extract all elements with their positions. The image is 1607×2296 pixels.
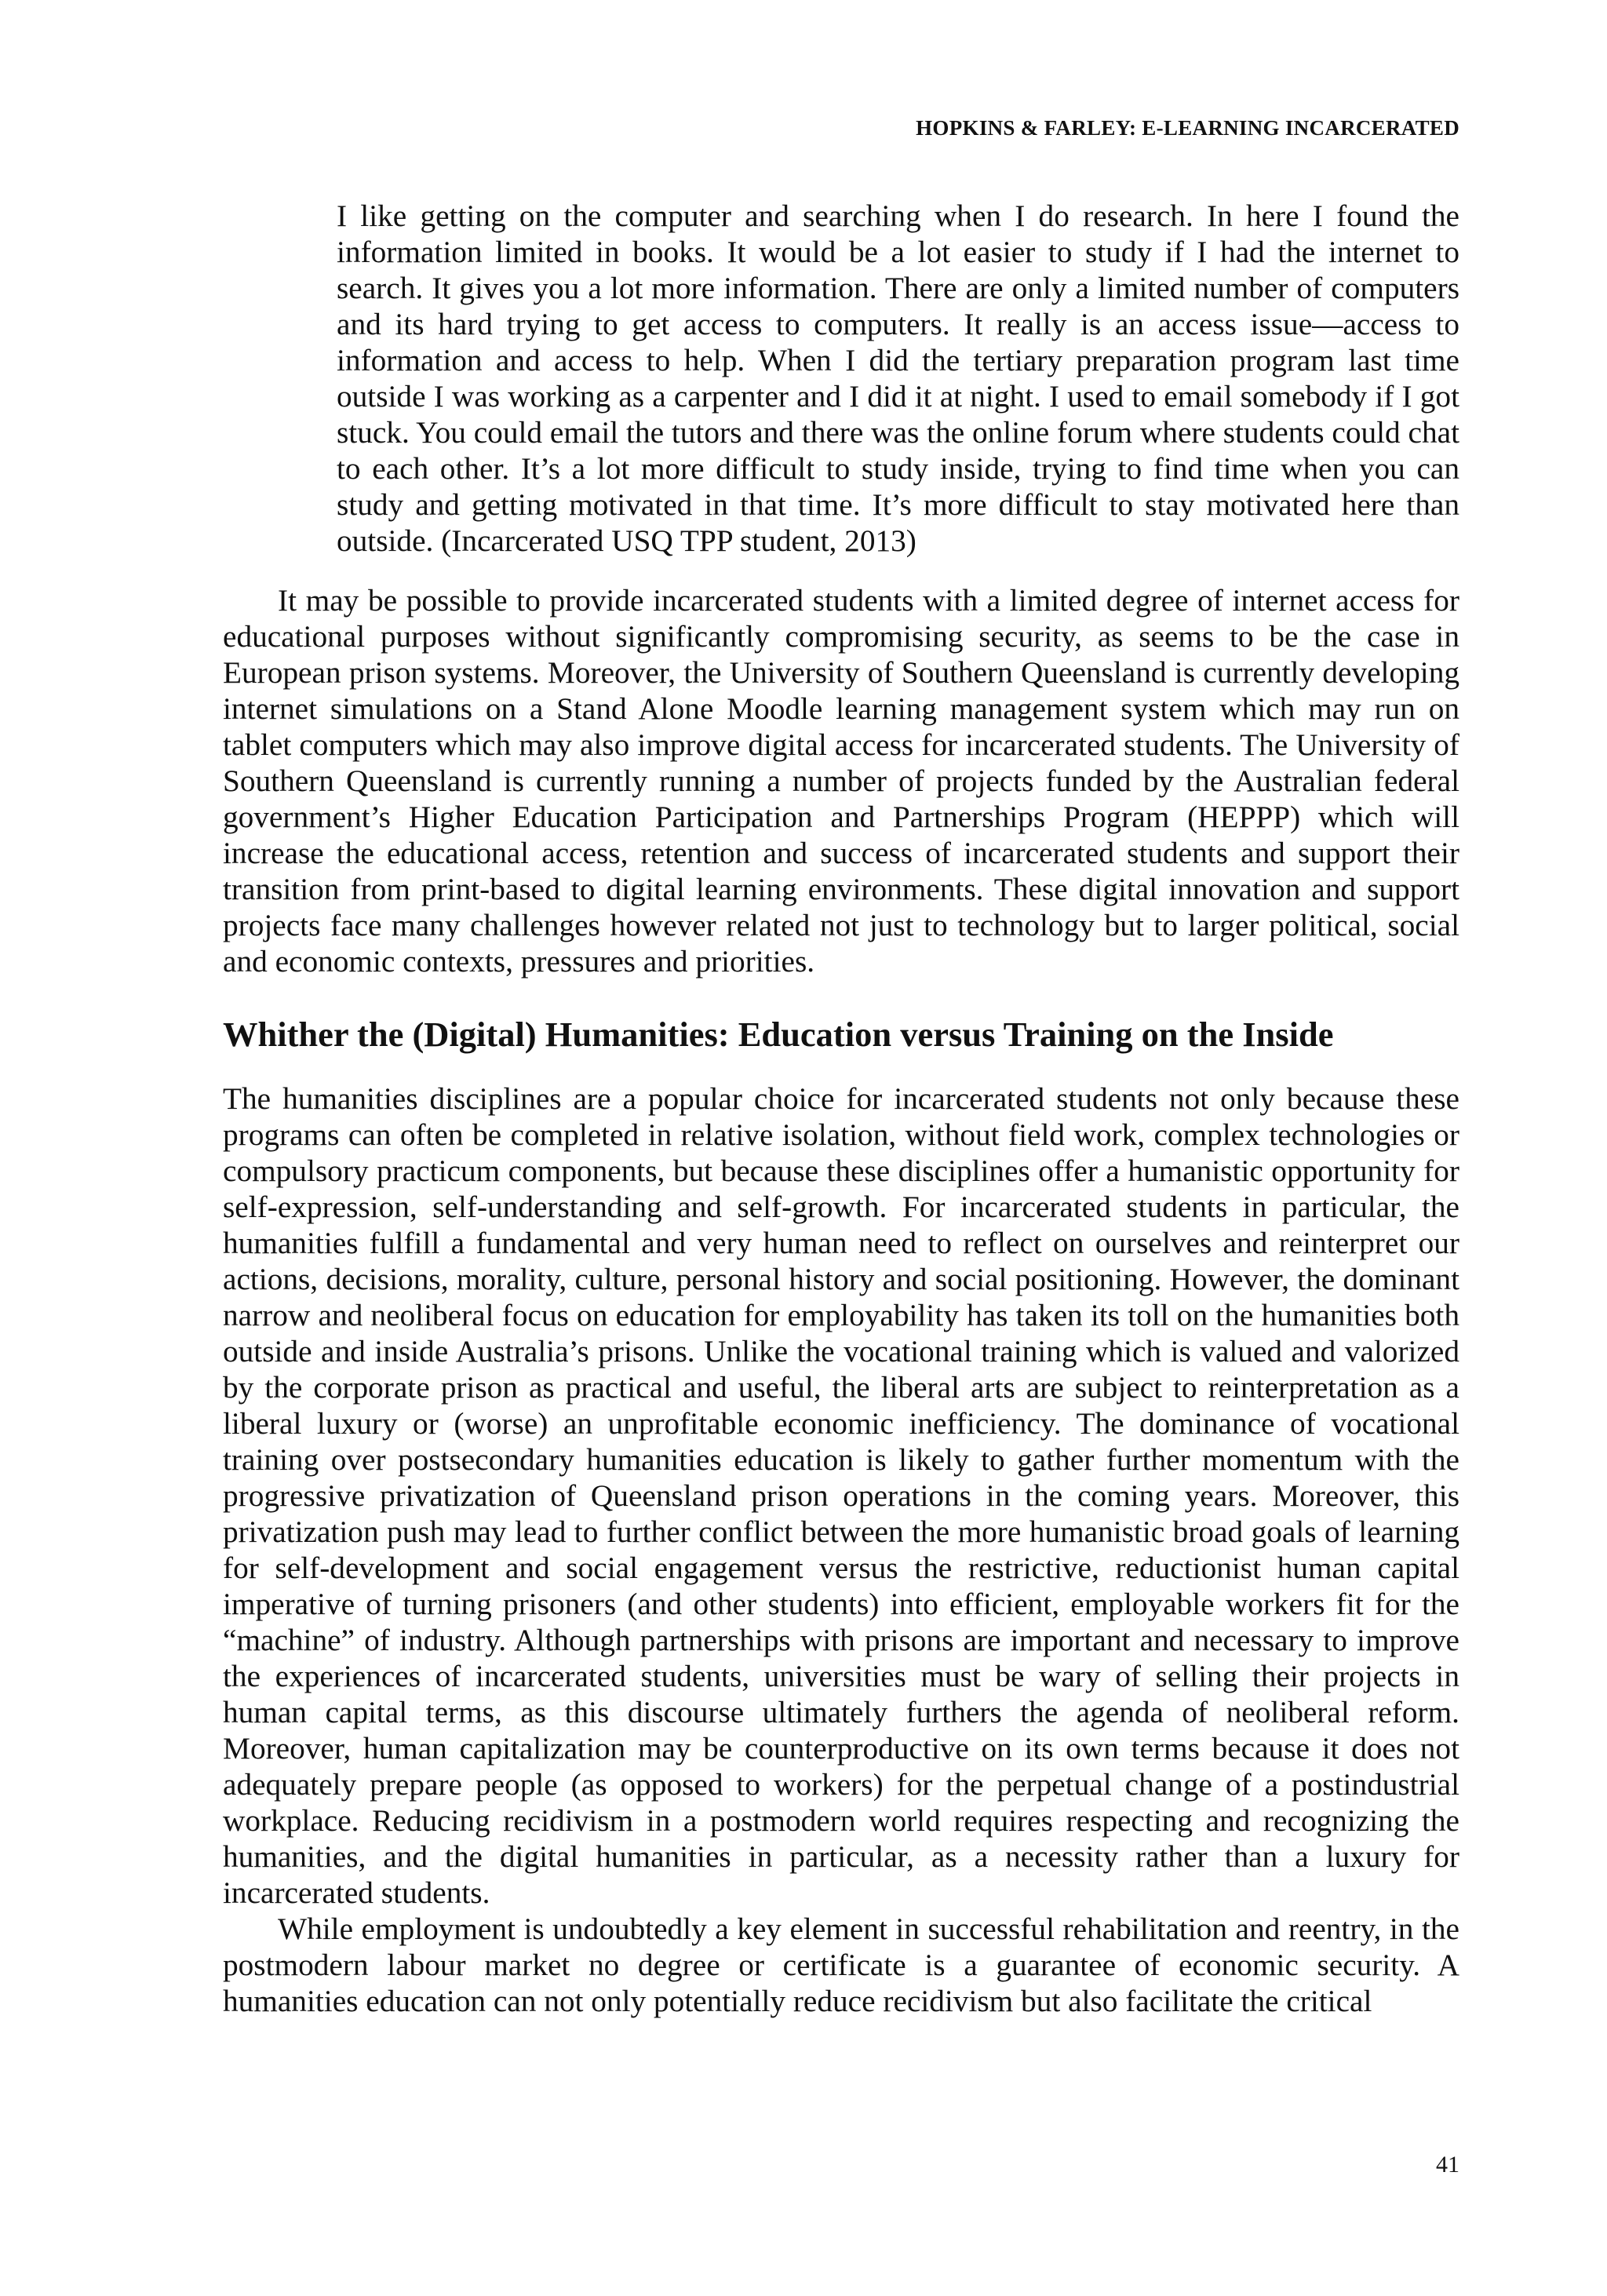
running-head: HOPKINS & FARLEY: E-LEARNING INCARCERATED xyxy=(916,116,1459,140)
section-heading: Whither the (Digital) Humanities: Education versus Training on the Inside xyxy=(223,1015,1334,1054)
block-quote: I like getting on the computer and searching when I do research. In here I found the information limited in books. It would be a lot easier to study if I had the internet to search. It gives you a lot more information. There are only a limited number of computers and its hard trying to get access to computers. It really is an access issue—access to information and access to help. When I did the tertiary preparation program last time outside I was working as a carpenter and I did it at night. I used to email somebody if I got stuck. You could email the tutors and there was the online forum where students could chat to each other. It’s a lot more difficult to study inside, trying to find time when you can study and getting motivated in that time. It’s more difficult to stay motivated here than outside. (Incarcerated USQ TPP student, 2013) xyxy=(337,199,1459,558)
body-paragraph: It may be possible to provide incarcerated students with a limited degree of internet access for educational purposes without significantly compromising security, as seems to be the case in European prison systems. Moreover, the University of Southern Queensland is currently developing internet simulations on a Stand Alone Moodle learning management system which may run on tablet computers which may also improve digital access for incarcerated students. The University of Southern Queensland is currently running a number of projects funded by the Australian federal government’s Higher Education Participation and Partnerships Program (HEPPP) which will increase the educational access, retention and success of incarcerated students and support their transition from print-based to digital learning environments. These digital innovation and support projects face many challenges however related not just to technology but to larger political, social and economic contexts, pressures and priorities. xyxy=(223,583,1459,979)
body-paragraph: While employment is undoubtedly a key element in successful rehabilitation and reentry, in the postmodern labour market no degree or certificate is a guarantee of economic security. A humanities education can not only potentially reduce recidivism but also facilitate the critical xyxy=(223,1912,1459,2018)
page-number: 41 xyxy=(1436,2152,1459,2178)
page-content xyxy=(223,198,1459,2019)
body-paragraph: The humanities disciplines are a popular choice for incarcerated students not only because these programs can often be completed in relative isolation, without field work, complex technologies or compulsory practicum components, but because these disciplines offer a humanistic opportunity for self-expression, self-understanding and self-growth. For incarcerated students in particular, the humanities fulfill a fundamental and very human need to reflect on ourselves and reinterpret our actions, decisions, morality, culture, personal history and social positioning. However, the dominant narrow and neoliberal focus on education for employability has taken its toll on the humanities both outside and inside Australia’s prisons. Unlike the vocational training which is valued and valorized by the corporate prison as practical and useful, the liberal arts are subject to reinterpretation as a liberal luxury or (worse) an unprofitable economic inefficiency. The dominance of vocational training over postsecondary humanities education is likely to gather further momentum with the progressive privatization of Queensland prison operations in the coming years. Moreover, this privatization push may lead to further conflict between the more humanistic broad goals of learning for self-development and social engagement versus the restrictive, reductionist human capital imperative of turning prisoners (and other students) into efficient, employable workers fit for the “machine” of industry. Although partnerships with prisons are important and necessary to improve the experiences of incarcerated students, universities must be wary of selling their projects in human capital terms, as this discourse ultimately furthers the agenda of neoliberal reform. Moreover, human capitalization may be counterproductive on its own terms because it does not adequately prepare people (as opposed to workers) for the perpetual change of a postindustrial workplace. Reducing recidivism in a postmodern world requires respecting and recognizing the humanities, and the digital humanities in particular, as a necessity rather than a luxury for incarcerated students. xyxy=(223,1081,1459,1910)
